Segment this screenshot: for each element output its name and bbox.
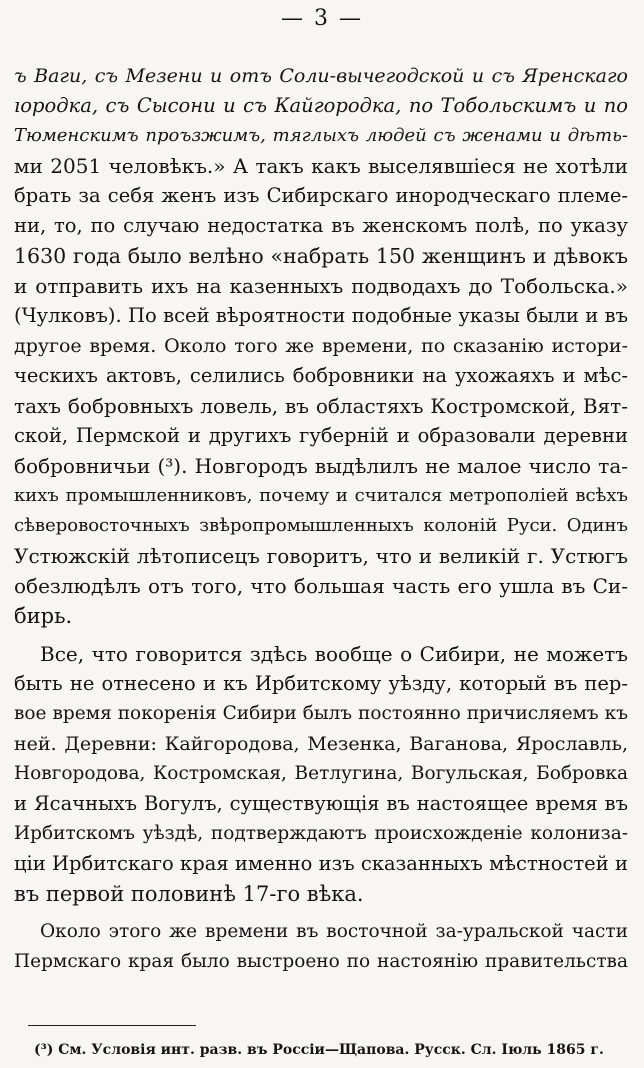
text-line-2: ıородка, съ Сысони и съ Кайгородка, по Тобольскимъ и по: [14, 94, 628, 117]
text-line-23: ней. Деревни: Кайгородова, Мезенка, Ваганова, Ярославль,: [14, 733, 628, 755]
text-line-4: ми 2051 человѣкъ.» А такъ какъ выселявшіеся не хотѣли: [14, 154, 628, 178]
text-line-29: Около этого же времени въ восточной за-уральской части: [40, 921, 628, 942]
text-line-30: Пермскаго края было выстроено по настоянію правительства: [14, 951, 628, 972]
text-line-7: 1630 года было велѣно «набрать 150 женщинъ и дѣвокъ: [14, 244, 628, 268]
text-line-11: ческихъ актовъ, селились бобровники на ухожаяхъ и мѣс-: [14, 364, 628, 387]
text-line-8: и отправить ихъ на казенныхъ подводахъ до Тобольска.»: [14, 274, 628, 298]
text-line-19: бирь.: [14, 604, 73, 628]
text-line-9: (Чулковъ). По всей вѣроятности подобные указы были и въ: [14, 304, 628, 327]
text-line-20: Все, что говорится здѣсь вообще о Сибири, не можетъ: [40, 642, 628, 666]
text-line-27: ціи Ирбитскаго края именно изъ сказанныхъ мѣстностей и: [14, 852, 628, 875]
text-line-26: Ирбитскомъ уѣздѣ, подтверждаютъ происхожденіе колонизa-: [14, 823, 628, 844]
text-line-13: ской, Пермской и другихъ губерній и образовали деревни: [14, 424, 628, 447]
text-line-17: Устюжскій лѣтописецъ говоритъ, что и великій г. Устюгъ: [14, 544, 628, 568]
text-line-21: быть не отнесено и къ Ирбитскому уѣзду, который въ пер-: [14, 672, 628, 695]
text-line-16: сѣверовосточныхъ звѣропромышленныхъ колоній Руси. Одинъ: [14, 515, 628, 536]
footnote-divider: [28, 1025, 196, 1026]
text-line-28: въ первой половинѣ 17-го вѣка.: [14, 882, 364, 906]
text-line-24: Новгородова, Костромская, Ветлугина, Вогульская, Бобровка: [14, 763, 628, 784]
text-line-15: кихъ промышленниковъ, почему и считался метрополіей всѣхъ: [14, 485, 628, 506]
text-line-6: ни, то, по случаю недостатка въ женскомъ полѣ, по указу: [14, 214, 628, 237]
footnote: (³) См. Условія инт. разв. въ Россіи—Щапова. Русск. Сл. Іюль 1865 г.: [34, 1042, 604, 1058]
text-line-25: и Ясачныхъ Вогулъ, существующія въ настоящее время въ: [14, 792, 628, 815]
text-line-5: брать за себя женъ изъ Сибирскаго инородческаго племе-: [14, 184, 628, 207]
text-line-10: другое время. Около того же времени, по сказанію истори-: [14, 335, 628, 357]
text-line-22: вое время покоренія Сибири былъ постоянно причисляемъ къ: [14, 703, 628, 724]
text-line-1: ъ Ваги, съ Мезени и отъ Соли-вычегодской и съ Яренскаго: [14, 65, 628, 87]
text-line-12: тахъ бобровныхъ ловель, въ областяхъ Костромской, Вят-: [14, 394, 628, 418]
text-line-18: обезлюдѣлъ отъ того, что большая часть его ушла въ Си-: [14, 574, 628, 598]
text-line-3: Тюменскимъ проъзжимъ, тяглыхъ людей съ женами и дѣть-: [14, 125, 628, 146]
page-number: — 3 —: [281, 6, 363, 31]
text-line-14: бобровничьи (³). Новгородъ выдѣлилъ не малое число та-: [14, 454, 628, 478]
